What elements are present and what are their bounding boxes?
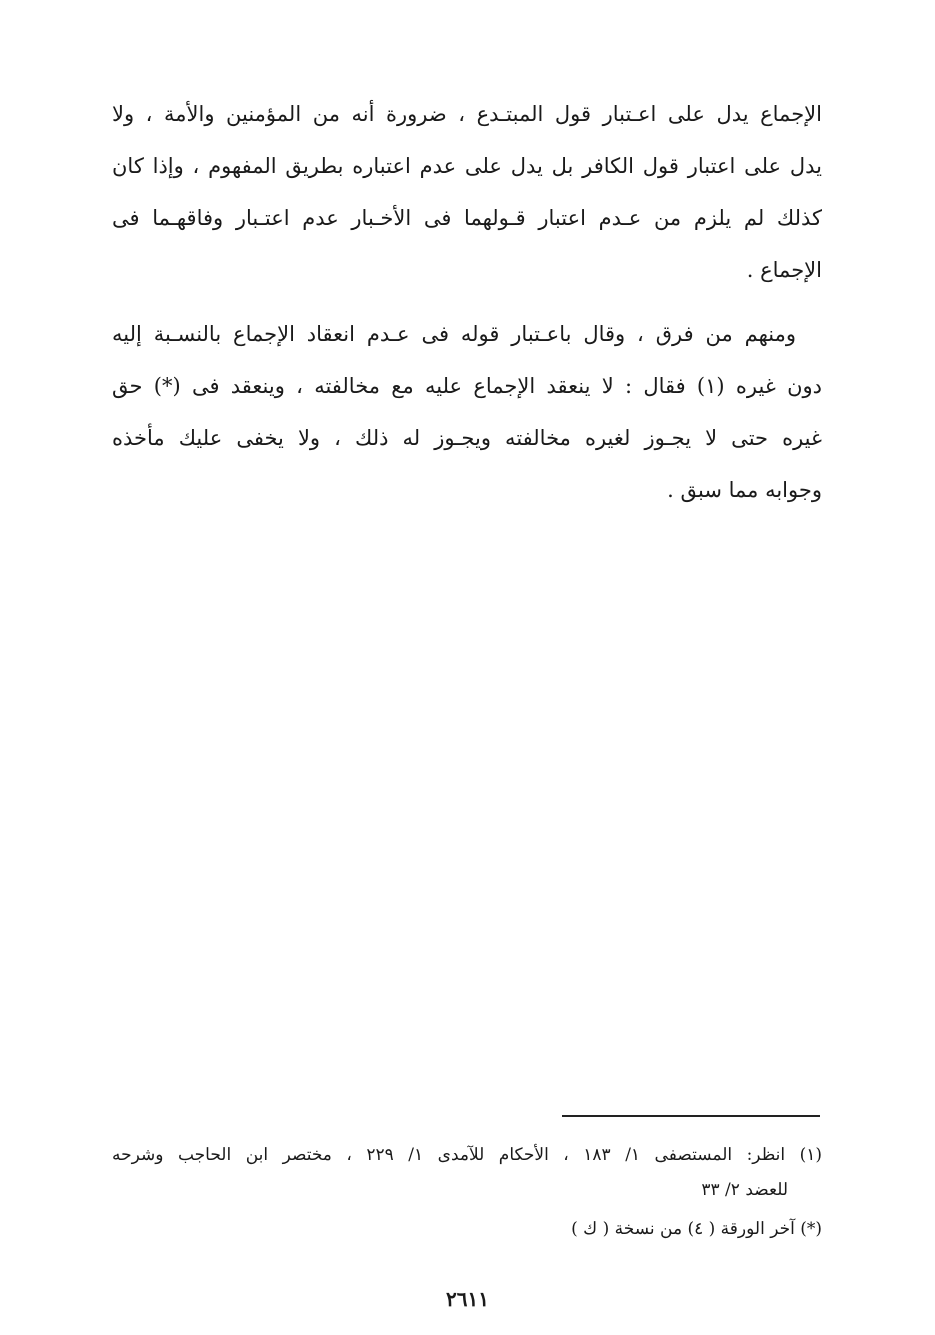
footnote-star	[112, 1212, 822, 1247]
text-line: دون غيره (١) فقال : لا ينعقد الإجماع عليه مع مخالفته ، وينعقد فى (*) حق	[112, 374, 822, 398]
text-line: يدل على اعتبار قول الكافر بل يدل على عدم اعتباره بطريق المفهوم ، وإذا كان	[112, 154, 822, 178]
text-line: وجوابه مما سبق .	[667, 478, 822, 502]
footnote-1	[112, 1138, 822, 1208]
footnote-line: للعضد ٢/ ٣٣	[701, 1180, 788, 1200]
paragraph-2	[112, 308, 822, 516]
text-line: كذلك لم يلزم من عـدم اعتبار قـولهما فى الأخـبار عدم اعتـبار وفاقهـما فى	[112, 206, 822, 230]
paragraph-1	[112, 88, 822, 296]
footnote-separator	[562, 1115, 820, 1117]
footnote-line: (*) آخر الورقة ( ٤) من نسخة ( ك )	[571, 1219, 822, 1239]
text-line: ومنهم من فرق ، وقال باعـتبار قوله فى عـدم انعقاد الإجماع بالنسـبة إليه	[112, 322, 796, 346]
text-line: غيره حتى لا يجـوز لغيره مخالفته ويجـوز له ذلك ، ولا يخفى عليك مأخذه	[112, 426, 822, 450]
text-line: الإجماع يدل على اعـتبار قول المبتـدع ، ضرورة أنه من المؤمنين والأمة ، ولا	[112, 102, 822, 126]
text-line: الإجماع .	[746, 258, 822, 282]
footnotes	[112, 1138, 822, 1251]
footnote-line: (١) انظر: المستصفى ١/ ١٨٣ ، الأحكام للآمدى ١/ ٢٢٩ ، مختصر ابن الحاجب وشرحه	[112, 1145, 822, 1165]
page-number: ٢٦١١	[446, 1287, 489, 1311]
main-text	[112, 88, 822, 528]
